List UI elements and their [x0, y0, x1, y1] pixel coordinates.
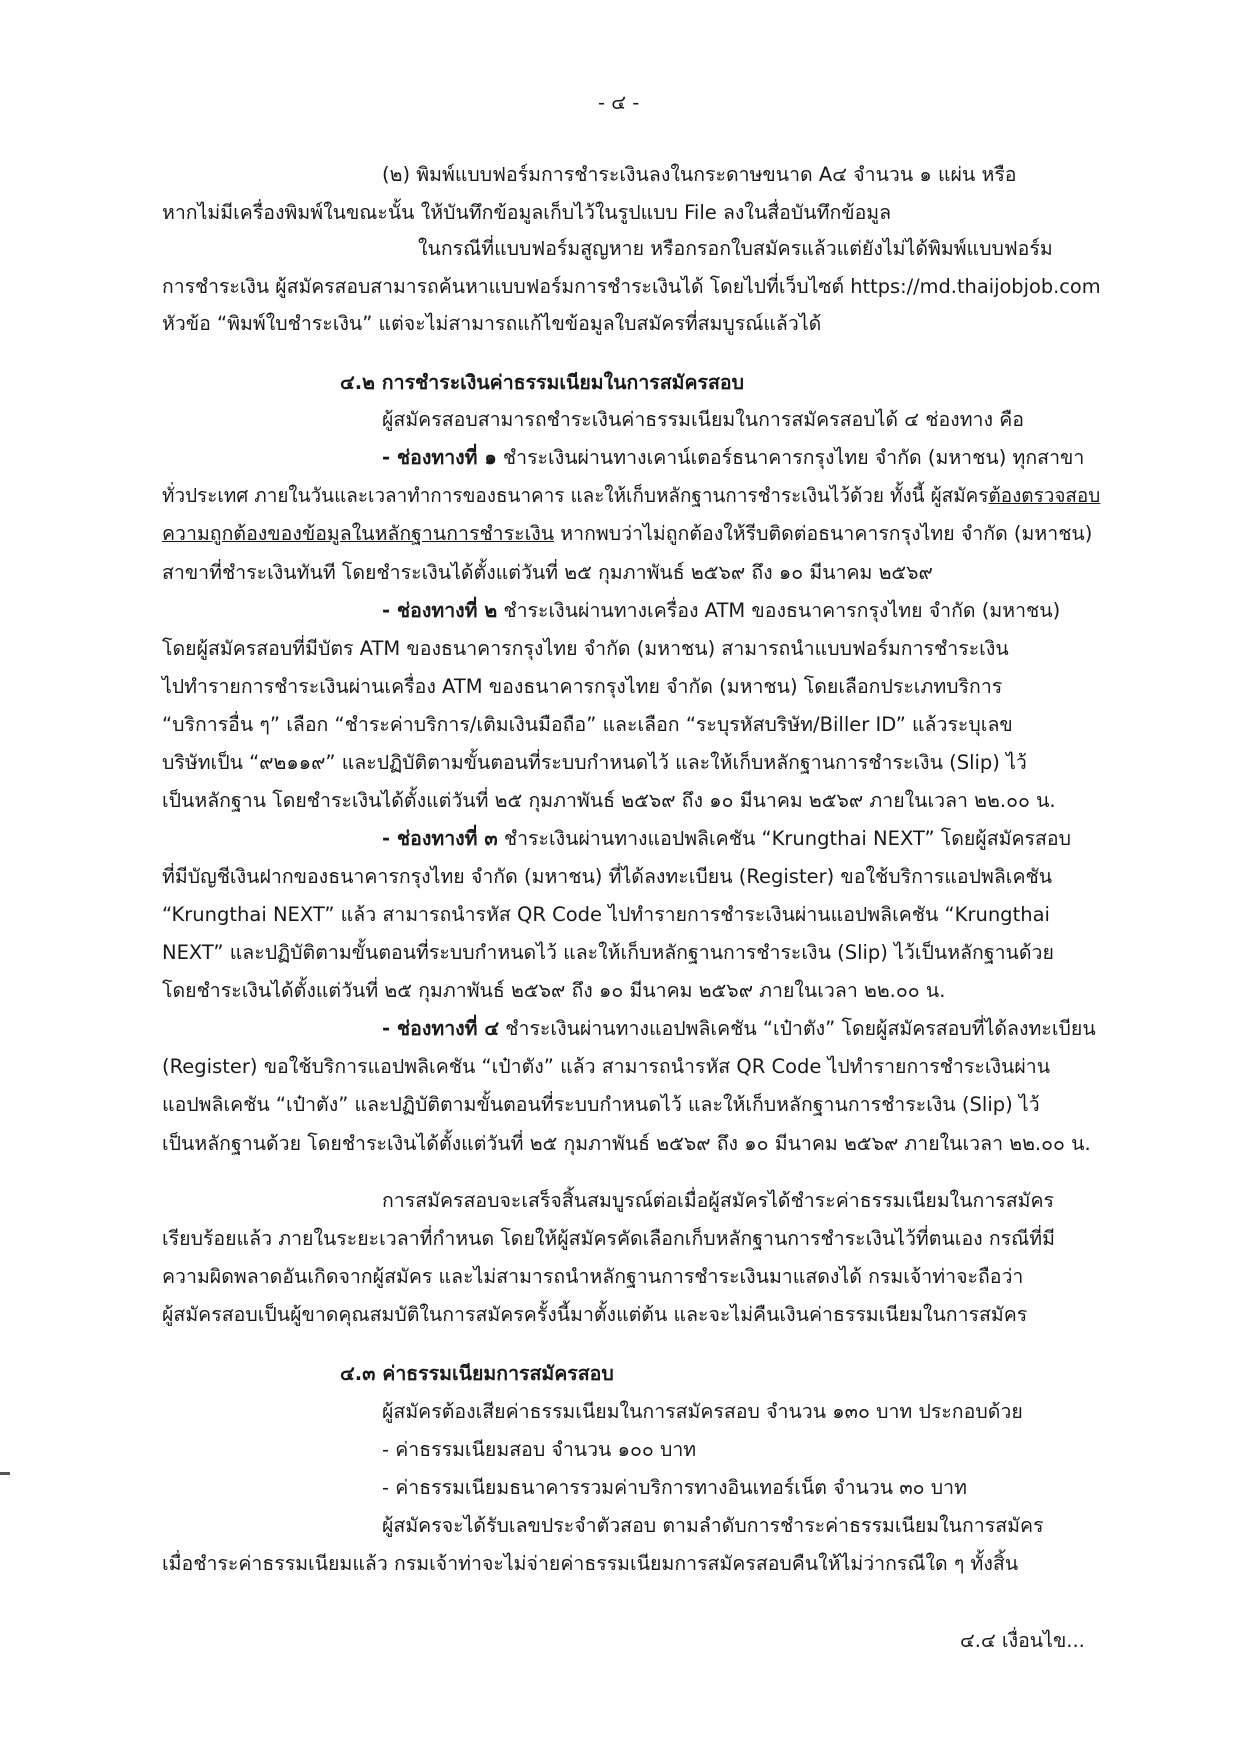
text-line: เรียบร้อยแล้ว ภายในระยะเวลาที่กำหนด โดยให้ผู้สมัครคัดเลือกเก็บหลักฐานการชำระเงินไว้ที่ตนเอง กรณีที่มี [162, 1227, 1055, 1250]
text-line: สาขาที่ชำระเงินทันที โดยชำระเงินได้ตั้งแต่วันที่ ๒๕ กุมภาพันธ์ ๒๕๖๙ ถึง ๑๐ มีนาคม ๒๕๖๙ [162, 561, 933, 584]
text-line: (๒) พิมพ์แบบฟอร์มการชำระเงินลงในกระดาษขนาด A๔ จำนวน ๑ แผ่น หรือ [382, 163, 1017, 186]
channel-2-label: - ช่องทางที่ ๒ [382, 599, 498, 622]
channel-1-line [382, 441, 1084, 475]
channel-4-label: - ช่องทางที่ ๔ [382, 1017, 500, 1040]
channel-3-text: ชำระเงินผ่านทางแอปพลิเคชัน “Krungthai NEXT” โดยผู้สมัครสอบ [497, 827, 1072, 850]
text-line: โดยผู้สมัครสอบที่มีบัตร ATM ของธนาคารกรุงไทย จำกัด (มหาชน) สามารถนำแบบฟอร์มการชำระเงิน [162, 637, 1009, 660]
text-line: (Register) ขอใช้บริการแอปพลิเคชัน “เป๋าตัง” แล้ว สามารถนำรหัส QR Code ไปทำรายการชำระเงินผ่าน [162, 1055, 1051, 1078]
text-line: ความผิดพลาดอันเกิดจากผู้สมัคร และไม่สามารถนำหลักฐานการชำระเงินมาแสดงได้ กรมเจ้าท่าจะถือว่า [162, 1265, 1024, 1288]
text-line: NEXT” และปฏิบัติตามขั้นตอนที่ระบบกำหนดไว้ และให้เก็บหลักฐานการชำระเงิน (Slip) ไว้เป็นหลักฐานด้วย [162, 941, 1054, 964]
text-line: “Krungthai NEXT” แล้ว สามารถนำรหัส QR Code ไปทำรายการชำระเงินผ่านแอปพลิเคชัน “Krungthai [162, 903, 1050, 926]
text-line: ผู้สมัครสอบสามารถชำระเงินค่าธรรมเนียมในการสมัครสอบได้ ๔ ช่องทาง คือ [382, 408, 1024, 431]
text-line: แอปพลิเคชัน “เป๋าตัง” และปฏิบัติตามขั้นตอนที่ระบบกำหนดไว้ และให้เก็บหลักฐานการชำระเงิน (Slip) ไว้ [162, 1093, 1040, 1116]
text-line: ผู้สมัครจะได้รับเลขประจำตัวสอบ ตามลำดับการชำระค่าธรรมเนียมในการสมัคร [382, 1514, 1044, 1537]
text-span: หากพบว่าไม่ถูกต้องให้รีบติดต่อธนาคารกรุงไทย จำกัด (มหาชน) [554, 522, 1093, 545]
channel-1-text: ชำระเงินผ่านทางเคาน์เตอร์ธนาคารกรุงไทย จำกัด (มหาชน) ทุกสาขา [496, 446, 1085, 469]
text-line: เมื่อชำระค่าธรรมเนียมแล้ว กรมเจ้าท่าจะไม่จ่ายค่าธรรมเนียมการสมัครสอบคืนให้ไม่ว่ากรณีใด ๆ ทั้งสิ้น [162, 1552, 1019, 1575]
text-line: ผู้สมัครต้องเสียค่าธรรมเนียมในการสมัครสอบ จำนวน ๑๓๐ บาท ประกอบด้วย [382, 1400, 1023, 1423]
underlined-text: ต้องตรวจสอบ [988, 484, 1101, 507]
text-line [162, 517, 1092, 551]
text-line: หัวข้อ “พิมพ์ใบชำระเงิน” แต่จะไม่สามารถแก้ไขข้อมูลใบสมัครที่สมบูรณ์แล้วได้ [162, 312, 822, 335]
text-line: ผู้สมัครสอบเป็นผู้ขาดคุณสมบัติในการสมัครครั้งนี้มาตั้งแต่ต้น และจะไม่คืนเงินค่าธรรมเนียมในการสมัคร [162, 1303, 1028, 1326]
scan-edge-mark [0, 1472, 10, 1475]
channel-4-text: ชำระเงินผ่านทางแอปพลิเคชัน “เป๋าตัง” โดยผู้สมัครสอบที่ได้ลงทะเบียน [499, 1017, 1096, 1040]
text-line: เป็นหลักฐานด้วย โดยชำระเงินได้ตั้งแต่วันที่ ๒๕ กุมภาพันธ์ ๒๕๖๙ ถึง ๑๐ มีนาคม ๒๕๖๙ ภายในเวลา ๒๒.๐๐ น. [162, 1132, 1091, 1155]
channel-2-text: ชำระเงินผ่านทางเครื่อง ATM ของธนาคารกรุงไทย จำกัด (มหาชน) [497, 599, 1061, 622]
underlined-text: ความถูกต้องของข้อมูลในหลักฐานการชำระเงิน [162, 522, 555, 545]
text-line: “บริการอื่น ๆ” เลือก “ชำระค่าบริการ/เติมเงินมือถือ” และเลือก “ระบุรหัสบริษัท/Biller ID” แล้วระบุเลข [162, 713, 1013, 736]
text-line: การสมัครสอบจะเสร็จสิ้นสมบูรณ์ต่อเมื่อผู้สมัครได้ชำระค่าธรรมเนียมในการสมัคร [382, 1189, 1055, 1212]
section-heading: ๔.๓ ค่าธรรมเนียมการสมัครสอบ [340, 1362, 614, 1385]
channel-4-line [382, 1012, 1096, 1046]
text-line: ที่มีบัญชีเงินฝากของธนาคารกรุงไทย จำกัด (มหาชน) ที่ได้ลงทะเบียน (Register) ขอใช้บริการแอปพลิเคชัน [162, 865, 1053, 888]
fee-item: - ค่าธรรมเนียมสอบ จำนวน ๑๐๐ บาท [382, 1438, 697, 1461]
channel-3-line [382, 822, 1071, 856]
page-number: - ๔ - [598, 91, 640, 114]
continuation-note: ๔.๔ เงื่อนไข... [960, 1629, 1085, 1652]
channel-3-label: - ช่องทางที่ ๓ [382, 827, 498, 850]
text-span: ทั่วประเทศ ภายในวันและเวลาทำการของธนาคาร และให้เก็บหลักฐานการชำระเงินไว้ด้วย ทั้งนี้ ผู้สมัคร [162, 484, 989, 507]
text-line: ในกรณีที่แบบฟอร์มสูญหาย หรือกรอกใบสมัครแล้วแต่ยังไม่ได้พิมพ์แบบฟอร์ม [418, 237, 1053, 260]
text-line: การชำระเงิน ผู้สมัครสอบสามารถค้นหาแบบฟอร์มการชำระเงินได้ โดยไปที่เว็บไซต์ https://md.thaijobjob.com [162, 275, 1101, 298]
channel-1-label: - ช่องทางที่ ๑ [382, 446, 497, 469]
text-line: เป็นหลักฐาน โดยชำระเงินได้ตั้งแต่วันที่ ๒๕ กุมภาพันธ์ ๒๕๖๙ ถึง ๑๐ มีนาคม ๒๕๖๙ ภายในเวลา ๒๒.๐๐ น. [162, 789, 1056, 812]
text-line: ไปทำรายการชำระเงินผ่านเครื่อง ATM ของธนาคารกรุงไทย จำกัด (มหาชน) โดยเลือกประเภทบริการ [162, 675, 1003, 698]
text-line: โดยชำระเงินได้ตั้งแต่วันที่ ๒๕ กุมภาพันธ์ ๒๕๖๙ ถึง ๑๐ มีนาคม ๒๕๖๙ ภายในเวลา ๒๒.๐๐ น. [162, 979, 946, 1002]
fee-item: - ค่าธรรมเนียมธนาคารรวมค่าบริการทางอินเทอร์เน็ต จำนวน ๓๐ บาท [382, 1476, 967, 1499]
section-heading: ๔.๒ การชำระเงินค่าธรรมเนียมในการสมัครสอบ [340, 371, 745, 394]
text-line: บริษัทเป็น “๙๒๑๑๙” และปฏิบัติตามขั้นตอนที่ระบบกำหนดไว้ และให้เก็บหลักฐานการชำระเงิน (Slip) ไว้ [162, 751, 1027, 774]
text-line: หากไม่มีเครื่องพิมพ์ในขณะนั้น ให้บันทึกข้อมูลเก็บไว้ในรูปแบบ File ลงในสื่อบันทึกข้อมูล [162, 201, 892, 224]
text-line [162, 479, 1100, 513]
channel-2-line [382, 594, 1060, 628]
